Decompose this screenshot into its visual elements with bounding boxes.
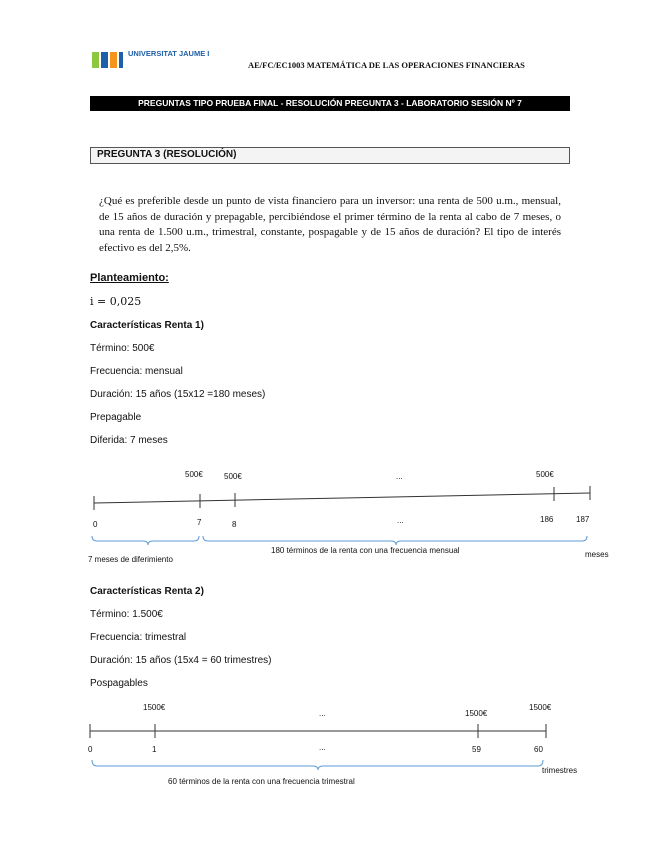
timeline1-bottom-label: 186 [540,515,554,524]
timeline1-top-label: 500€ [185,470,203,479]
timeline1-brace-left [92,536,199,545]
timeline1-brace-right [203,536,587,545]
renta1-duracion: Duración: 15 años (15x12 =180 meses) [90,389,266,400]
timeline2-unit: trimestres [542,766,578,775]
timeline2-top-label: ... [319,709,326,718]
timeline1-bottom-label: ... [397,516,404,525]
renta1-diferida: Diferida: 7 meses [90,435,168,446]
renta1-title: Características Renta 1) [90,320,204,331]
timeline1-top-label: 500€ [536,470,554,479]
question-title: PREGUNTA 3 (RESOLUCIÓN) [97,149,237,160]
timeline2-top-label: 1500€ [529,703,552,712]
course-header: AE/FC/EC1003 MATEMÁTICA DE LAS OPERACIONES FINANCIERAS [248,60,525,70]
timeline2-brace [92,760,543,770]
interest-rate: i = 0,025 [90,295,142,308]
renta2-frecuencia: Frecuencia: trimestral [90,632,187,643]
title-banner: PREGUNTAS TIPO PRUEBA FINAL - RESOLUCIÓN PREGUNTA 3 - LABORATORIO SESIÓN Nº 7 [90,96,570,111]
timeline1-brace-right-label: 180 términos de la renta con una frecuencia mensual [271,546,460,555]
renta2-title: Características Renta 2) [90,586,204,597]
timeline1-brace-left-label: 7 meses de diferimiento [88,555,173,564]
timeline2-bottom-label: 60 [534,745,543,754]
timeline1-top-label: ... [396,472,403,481]
renta2-tipo: Pospagables [90,678,148,689]
renta1-frecuencia: Frecuencia: mensual [90,366,183,377]
timeline1-unit: meses [585,550,609,559]
timeline1-axis [94,493,590,503]
timeline2-bottom-label: 0 [88,745,93,754]
renta2-duracion: Duración: 15 años (15x4 = 60 trimestres) [90,655,272,666]
timeline1-top-label: 500€ [224,472,242,481]
renta1-termino: Término: 500€ [90,343,155,354]
timeline2-bottom-label: ... [319,743,326,752]
renta2-termino: Término: 1.500€ [90,609,163,620]
timeline1-bottom-label: 7 [197,518,202,527]
timeline2-top-label: 1500€ [143,703,166,712]
timeline1-bottom-label: 187 [576,515,590,524]
question-statement: ¿Qué es preferible desde un punto de vista financiero para un inversor: una renta de 500 u.m., mensual, de 15 años de duración y prepagable, percibiéndose el primer término de la renta al cabo de 7 meses, o una renta de 1.500 u.m., trimestral, constante, pospagable y de 15 años de duración? El tipo de interés efectivo es del 2,5%. [99,195,561,254]
timeline2-brace-label: 60 términos de la renta con una frecuencia trimestral [168,777,355,786]
timeline2-bottom-label: 59 [472,745,481,754]
renta1-tipo: Prepagable [90,412,142,423]
university-name: UNIVERSITAT JAUME I [128,49,210,58]
timeline1-bottom-label: 0 [93,520,98,529]
planteamiento-heading: Planteamiento: [90,272,169,284]
timeline2-top-label: 1500€ [465,709,488,718]
timeline2-bottom-label: 1 [152,745,157,754]
timeline1-bottom-label: 8 [232,520,237,529]
